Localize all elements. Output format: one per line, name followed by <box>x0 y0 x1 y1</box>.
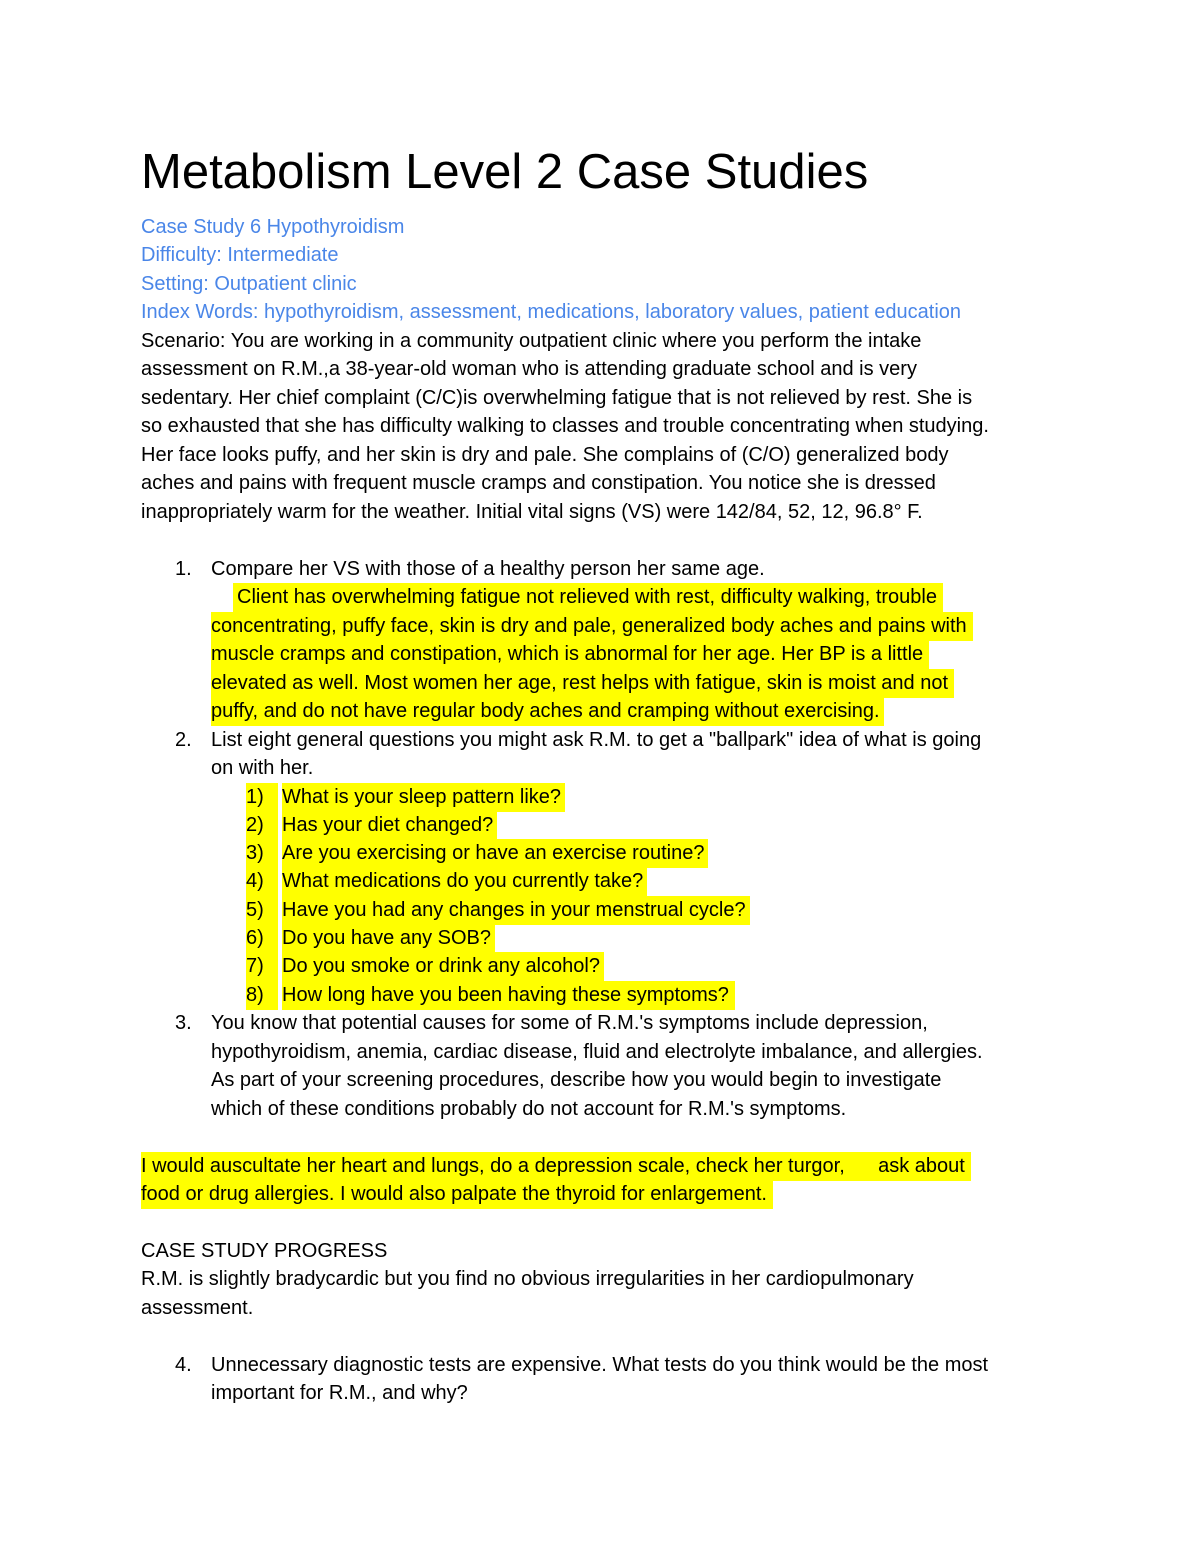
progress-heading: CASE STUDY PROGRESS <box>141 1240 388 1262</box>
difficulty-label: Difficulty: Intermediate <box>141 244 339 266</box>
answer-line: elevated as well. Most women her age, rest helps with fatigue, skin is moist and not <box>211 669 954 698</box>
answer-line: puffy, and do not have regular body aches and cramping without exercising. <box>211 697 884 726</box>
scenario-line: so exhausted that she has difficulty walking to classes and trouble concentrating when studying. <box>141 415 989 437</box>
question-text: which of these conditions probably do not account for R.M.'s symptoms. <box>211 1098 847 1120</box>
scenario-line: aches and pains with frequent muscle cramps and constipation. You notice she is dressed <box>141 472 936 494</box>
progress-line: assessment. <box>141 1297 254 1319</box>
answer-line: muscle cramps and constipation, which is abnormal for her age. Her BP is a little <box>211 640 929 669</box>
scenario-line: sedentary. Her chief complaint (C/C)is overwhelming fatigue that is not relieved by rest. She is <box>141 387 973 409</box>
setting-label: Setting: Outpatient clinic <box>141 273 357 295</box>
scenario-line: Her face looks puffy, and her skin is dry and pale. She complains of (C/O) generalized body <box>141 444 949 466</box>
answer-line: Has your diet changed? <box>282 811 497 840</box>
page-title: Metabolism Level 2 Case Studies <box>141 145 869 199</box>
answer-number: 5) <box>246 896 278 925</box>
scenario-line: Scenario: You are working in a community outpatient clinic where you perform the intake <box>141 330 922 352</box>
question-text: Unnecessary diagnostic tests are expensive. What tests do you think would be the most <box>211 1354 989 1376</box>
question-text: As part of your screening procedures, describe how you would begin to investigate <box>211 1069 942 1091</box>
answer-line: How long have you been having these symptoms? <box>282 981 735 1010</box>
scenario-line: inappropriately warm for the weather. Initial vital signs (VS) were 142/84, 52, 12, 96.8° F. <box>141 501 923 523</box>
answer-number: 1) <box>246 783 278 812</box>
answer-line: Are you exercising or have an exercise routine? <box>282 839 708 868</box>
answer-line: food or drug allergies. I would also palpate the thyroid for enlargement. <box>141 1180 773 1209</box>
answer-line: Do you smoke or drink any alcohol? <box>282 952 604 981</box>
answer-line: What medications do you currently take? <box>282 867 647 896</box>
question-text: important for R.M., and why? <box>211 1382 468 1404</box>
question-number: 2. <box>175 729 192 751</box>
question-number: 3. <box>175 1012 192 1034</box>
answer-line: What is your sleep pattern like? <box>282 783 565 812</box>
answer-number: 8) <box>246 981 278 1010</box>
scenario-line: assessment on R.M.,a 38-year-old woman who is attending graduate school and is very <box>141 358 917 380</box>
case-study-label: Case Study 6 Hypothyroidism <box>141 216 405 238</box>
question-number: 4. <box>175 1354 192 1376</box>
answer-number: 4) <box>246 867 278 896</box>
answer-number: 2) <box>246 811 278 840</box>
question-number: 1. <box>175 558 192 580</box>
answer-number: 6) <box>246 924 278 953</box>
index-words-label: Index Words: hypothyroidism, assessment, medications, laboratory values, patient education <box>141 301 962 323</box>
answer-line: Do you have any SOB? <box>282 924 495 953</box>
answer-number: 3) <box>246 839 278 868</box>
answer-number: 7) <box>246 952 278 981</box>
answer-line: Client has overwhelming fatigue not relieved with rest, difficulty walking, trouble <box>233 583 943 612</box>
answer-line: I would auscultate her heart and lungs, do a depression scale, check her turgor, ask about <box>141 1152 971 1181</box>
answer-line: concentrating, puffy face, skin is dry and pale, generalized body aches and pains with <box>211 612 973 641</box>
progress-line: R.M. is slightly bradycardic but you find no obvious irregularities in her cardiopulmonary <box>141 1268 914 1290</box>
question-text: on with her. <box>211 757 314 779</box>
question-text: Compare her VS with those of a healthy person her same age. <box>211 558 765 580</box>
answer-line: Have you had any changes in your menstrual cycle? <box>282 896 750 925</box>
question-text: You know that potential causes for some of R.M.'s symptoms include depression, <box>211 1012 928 1034</box>
question-text: hypothyroidism, anemia, cardiac disease, fluid and electrolyte imbalance, and allergies. <box>211 1041 983 1063</box>
question-text: List eight general questions you might ask R.M. to get a "ballpark" idea of what is going <box>211 729 982 751</box>
